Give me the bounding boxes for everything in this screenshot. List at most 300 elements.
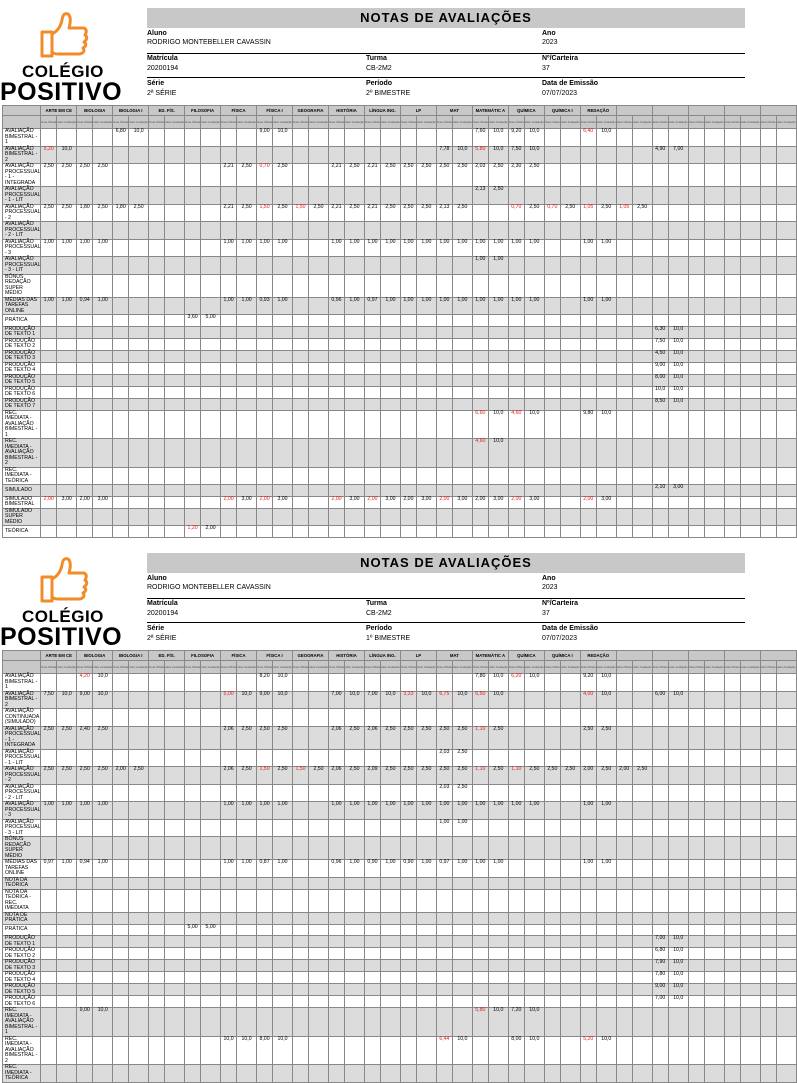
grade-obtained: 2,06 <box>221 767 237 785</box>
grade-empty <box>165 960 185 972</box>
grade-empty <box>436 257 452 275</box>
grade-empty <box>616 467 632 485</box>
grade-value: 2,50 <box>416 726 436 749</box>
grade-obtained: 1,00 <box>41 297 57 315</box>
grade-empty <box>776 784 796 802</box>
grade-empty <box>524 485 544 497</box>
grade-value: 2,50 <box>380 767 400 785</box>
grade-empty <box>77 889 93 912</box>
grade-empty <box>273 398 293 410</box>
grade-empty <box>524 187 544 205</box>
grade-empty <box>293 1036 309 1065</box>
ano-value: 2023 <box>542 39 558 46</box>
grade-empty <box>364 350 380 362</box>
grade-empty <box>508 960 524 972</box>
grade-empty <box>632 691 652 709</box>
grade-empty <box>436 912 452 924</box>
grade-empty <box>452 526 472 538</box>
grade-empty <box>113 222 129 240</box>
grade-obtained: 6,80 <box>113 129 129 147</box>
sub-header-value: Valor Avaliação <box>57 116 77 129</box>
grade-empty <box>452 439 472 468</box>
grade-empty <box>257 709 273 727</box>
grade-empty <box>344 1008 364 1037</box>
grade-empty <box>364 386 380 398</box>
grade-obtained: 1,80 <box>113 204 129 222</box>
grade-empty <box>77 485 93 497</box>
grade-empty <box>257 257 273 275</box>
grade-empty <box>380 222 400 240</box>
grade-empty <box>596 837 616 860</box>
grade-empty <box>221 129 237 147</box>
sub-header-obtained: Nota Obtida <box>41 116 57 129</box>
grade-empty <box>416 924 436 936</box>
grades-table <box>2 105 797 538</box>
grade-empty <box>400 315 416 327</box>
subject-header: GEOGRAFIA <box>293 651 329 661</box>
grade-empty <box>344 784 364 802</box>
grade-empty <box>704 508 724 526</box>
grade-empty <box>704 691 724 709</box>
grade-empty <box>724 350 740 362</box>
grade-empty <box>704 439 724 468</box>
grade-empty <box>544 315 560 327</box>
grade-empty <box>616 129 632 147</box>
grade-empty <box>740 972 760 984</box>
grade-value: 3,00 <box>524 496 544 508</box>
grade-empty <box>293 338 309 350</box>
grade-empty <box>652 860 668 878</box>
grade-empty <box>472 972 488 984</box>
grade-empty <box>380 386 400 398</box>
grade-empty <box>129 837 149 860</box>
grade-obtained: 5,00 <box>221 691 237 709</box>
grade-empty <box>704 297 724 315</box>
grade-value: 10,0 <box>488 410 508 439</box>
grade-empty <box>704 374 724 386</box>
grade-empty <box>632 222 652 240</box>
grade-empty <box>580 819 596 837</box>
grade-empty <box>724 936 740 948</box>
grade-empty <box>560 398 580 410</box>
grade-value: 2,50 <box>524 767 544 785</box>
grade-empty <box>273 972 293 984</box>
grade-empty <box>452 936 472 948</box>
grade-empty <box>149 948 165 960</box>
grade-empty <box>380 485 400 497</box>
grade-empty <box>652 239 668 257</box>
grade-empty <box>524 924 544 936</box>
grade-obtained: 2,50 <box>436 726 452 749</box>
grade-empty <box>257 819 273 837</box>
grade-empty <box>580 709 596 727</box>
grade-obtained: 4,60 <box>508 410 524 439</box>
grade-value: 10,0 <box>273 129 293 147</box>
grade-empty <box>632 936 652 948</box>
grade-obtained: 1,50 <box>257 204 273 222</box>
sub-header-value: Valor Avaliação <box>93 661 113 674</box>
grade-empty <box>740 315 760 327</box>
grade-empty <box>508 315 524 327</box>
grade-empty <box>508 860 524 878</box>
grade-empty <box>472 274 488 297</box>
grade-empty <box>668 819 688 837</box>
grade-empty <box>704 767 724 785</box>
grade-empty <box>616 338 632 350</box>
grade-empty <box>740 1036 760 1065</box>
grade-empty <box>41 315 57 327</box>
grade-empty <box>273 439 293 468</box>
grade-empty <box>400 274 416 297</box>
grade-obtained: 2,50 <box>580 726 596 749</box>
grade-empty <box>221 709 237 727</box>
grade-empty <box>760 386 776 398</box>
grade-empty <box>185 996 201 1008</box>
grade-empty <box>580 784 596 802</box>
grade-empty <box>668 877 688 889</box>
grade-obtained: 0,90 <box>364 860 380 878</box>
grade-empty <box>724 784 740 802</box>
grade-empty <box>165 496 185 508</box>
grade-empty <box>57 984 77 996</box>
grade-empty <box>740 912 760 924</box>
grade-empty <box>776 912 796 924</box>
row-label: SIMULADO SUPER MÉDIO <box>3 508 41 526</box>
grade-empty <box>400 709 416 727</box>
row-label: AVALIAÇÃO BIMESTRAL - 2 <box>3 691 41 709</box>
grade-empty <box>652 802 668 820</box>
grade-obtained: 1,05 <box>580 204 596 222</box>
row-label: AVALIAÇÃO BIMESTRAL - 2 <box>3 146 41 164</box>
row-label: BÔNUS REDAÇÃO SUPER MÉDIO <box>3 837 41 860</box>
grade-empty <box>185 837 201 860</box>
grade-empty <box>616 924 632 936</box>
grade-obtained: 0,97 <box>364 297 380 315</box>
grade-empty <box>724 362 740 374</box>
grade-empty <box>400 936 416 948</box>
grade-empty <box>596 187 616 205</box>
grade-empty <box>452 326 472 338</box>
grade-value: 1,00 <box>488 297 508 315</box>
sub-header-value: Valor Avaliação <box>273 661 293 674</box>
grade-empty <box>704 889 724 912</box>
grade-empty <box>185 709 201 727</box>
grade-obtained: 2,13 <box>436 204 452 222</box>
grade-empty <box>149 1008 165 1037</box>
grade-empty <box>488 362 508 374</box>
grade-value: 2,50 <box>129 767 149 785</box>
grade-empty <box>596 374 616 386</box>
grade-obtained: 1,00 <box>221 239 237 257</box>
grade-empty <box>652 767 668 785</box>
grade-empty <box>293 526 309 538</box>
grade-empty <box>488 972 508 984</box>
grade-empty <box>544 410 560 439</box>
grade-empty <box>508 439 524 468</box>
grade-empty <box>416 1065 436 1083</box>
grade-obtained: 1,00 <box>41 239 57 257</box>
grade-empty <box>724 496 740 508</box>
grade-value: 10,0 <box>596 410 616 439</box>
grade-empty <box>149 837 165 860</box>
grade-empty <box>704 386 724 398</box>
grade-empty <box>185 257 201 275</box>
grade-value: 2,50 <box>344 767 364 785</box>
grade-empty <box>380 819 400 837</box>
grade-obtained: 2,00 <box>580 767 596 785</box>
grade-empty <box>652 726 668 749</box>
grade-empty <box>416 326 436 338</box>
grade-empty <box>364 960 380 972</box>
grade-empty <box>452 257 472 275</box>
sub-header-value: Valor Avaliação <box>452 116 472 129</box>
grade-value: 10,0 <box>273 1036 293 1065</box>
grade-empty <box>616 1008 632 1037</box>
grade-empty <box>344 749 364 767</box>
grade-empty <box>616 1065 632 1083</box>
grade-empty <box>668 164 688 187</box>
grade-empty <box>668 784 688 802</box>
grade-empty <box>776 674 796 692</box>
report-title: NOTAS DE AVALIAÇÕES <box>360 10 532 25</box>
grade-empty <box>237 274 257 297</box>
grade-empty <box>344 350 364 362</box>
subject-header: FILOSOFIA <box>185 106 221 116</box>
grade-empty <box>221 362 237 374</box>
grade-empty <box>201 837 221 860</box>
grade-empty <box>293 749 309 767</box>
grade-obtained: 2,30 <box>508 164 524 187</box>
grade-empty <box>488 819 508 837</box>
grade-value: 2,50 <box>57 767 77 785</box>
grade-empty <box>776 1036 796 1065</box>
grade-empty <box>632 239 652 257</box>
grade-empty <box>760 398 776 410</box>
grade-empty <box>185 912 201 924</box>
thumbs-up-icon <box>32 8 92 60</box>
grade-empty <box>165 398 185 410</box>
grade-empty <box>185 1008 201 1037</box>
grade-value: 1,00 <box>57 239 77 257</box>
grade-empty <box>704 972 724 984</box>
grade-obtained: 1,00 <box>436 819 452 837</box>
grade-obtained: 3,60 <box>185 315 201 327</box>
grade-empty <box>740 164 760 187</box>
grade-empty <box>293 350 309 362</box>
grade-obtained: 0,90 <box>400 860 416 878</box>
grade-empty <box>688 164 704 187</box>
grade-obtained: 2,10 <box>652 485 668 497</box>
matricula-label: Matrícula <box>147 55 178 62</box>
grade-empty <box>380 257 400 275</box>
grade-value: 3,00 <box>273 496 293 508</box>
grade-empty <box>436 467 452 485</box>
grade-empty <box>113 972 129 984</box>
grade-empty <box>560 802 580 820</box>
grade-empty <box>452 508 472 526</box>
grade-empty <box>221 439 237 468</box>
grade-empty <box>129 146 149 164</box>
grade-empty <box>364 187 380 205</box>
grade-empty <box>580 1065 596 1083</box>
grade-empty <box>704 129 724 147</box>
thumbs-up-icon <box>32 553 92 605</box>
grade-empty <box>237 837 257 860</box>
grade-empty <box>149 749 165 767</box>
grade-empty <box>760 960 776 972</box>
grade-empty <box>740 204 760 222</box>
grade-value: 10,0 <box>524 674 544 692</box>
grade-empty <box>760 1065 776 1083</box>
grade-empty <box>149 204 165 222</box>
grade-empty <box>149 315 165 327</box>
grade-empty <box>257 274 273 297</box>
grade-empty <box>77 350 93 362</box>
sub-header-obtained: Nota Obtida <box>329 116 345 129</box>
grade-empty <box>149 350 165 362</box>
grade-empty <box>129 936 149 948</box>
grade-empty <box>129 924 149 936</box>
grade-empty <box>704 912 724 924</box>
grade-empty <box>308 410 328 439</box>
grade-empty <box>41 1008 57 1037</box>
sub-header-value: Valor Avaliação <box>57 661 77 674</box>
grade-empty <box>273 889 293 912</box>
grade-value: 10,0 <box>129 129 149 147</box>
grade-empty <box>293 508 309 526</box>
grade-empty <box>688 146 704 164</box>
grade-empty <box>632 960 652 972</box>
grade-empty <box>41 924 57 936</box>
grade-empty <box>329 819 345 837</box>
grade-empty <box>632 749 652 767</box>
grade-empty <box>237 374 257 386</box>
grade-empty <box>560 508 580 526</box>
grade-empty <box>668 257 688 275</box>
grade-empty <box>760 204 776 222</box>
grade-empty <box>344 709 364 727</box>
grade-empty <box>77 526 93 538</box>
grade-empty <box>704 326 724 338</box>
grade-empty <box>221 889 237 912</box>
grade-obtained: 1,00 <box>400 239 416 257</box>
grade-obtained: 0,70 <box>544 204 560 222</box>
grade-empty <box>760 837 776 860</box>
grade-empty <box>113 819 129 837</box>
grade-empty <box>632 912 652 924</box>
grade-value: 3,00 <box>488 496 508 508</box>
grade-empty <box>524 374 544 386</box>
grade-empty <box>237 485 257 497</box>
grade-empty <box>344 972 364 984</box>
grade-empty <box>688 767 704 785</box>
grade-empty <box>329 877 345 889</box>
grade-empty <box>668 526 688 538</box>
grade-empty <box>724 802 740 820</box>
grade-empty <box>452 485 472 497</box>
grade-value: 2,50 <box>524 164 544 187</box>
grade-empty <box>201 496 221 508</box>
grade-empty <box>149 146 165 164</box>
grade-empty <box>524 936 544 948</box>
grade-empty <box>257 1008 273 1037</box>
grade-empty <box>544 802 560 820</box>
grade-empty <box>344 410 364 439</box>
grade-empty <box>452 877 472 889</box>
grade-empty <box>416 972 436 984</box>
grade-empty <box>508 338 524 350</box>
grade-value: 3,00 <box>57 496 77 508</box>
grade-empty <box>740 326 760 338</box>
grade-empty <box>704 996 724 1008</box>
grade-empty <box>93 508 113 526</box>
grade-empty <box>452 129 472 147</box>
row-label: AVALIAÇÃO PROCESSUAL - 3 <box>3 239 41 257</box>
grade-empty <box>544 1065 560 1083</box>
grade-empty <box>329 1008 345 1037</box>
grade-empty <box>364 326 380 338</box>
grade-empty <box>688 960 704 972</box>
ano-label: Ano <box>542 575 556 582</box>
grade-empty <box>308 297 328 315</box>
grade-empty <box>329 386 345 398</box>
grade-empty <box>329 398 345 410</box>
grade-value: 1,00 <box>93 239 113 257</box>
grade-empty <box>380 709 400 727</box>
grade-empty <box>221 1065 237 1083</box>
grade-empty <box>237 362 257 374</box>
grade-empty <box>596 819 616 837</box>
grade-empty <box>632 297 652 315</box>
grade-obtained: 2,13 <box>472 187 488 205</box>
row-label: REC. IMEDIATA - TEÓRICA <box>3 1065 41 1083</box>
grade-obtained: 2,50 <box>400 204 416 222</box>
grade-empty <box>776 1008 796 1037</box>
row-label: AVALIAÇÃO PROCESSUAL - 1 - LIT <box>3 187 41 205</box>
aluno-label: Aluno <box>147 30 167 37</box>
grade-empty <box>380 960 400 972</box>
grade-empty <box>237 187 257 205</box>
grade-empty <box>416 374 436 386</box>
grade-obtained: 1,50 <box>257 767 273 785</box>
grade-value: 2,50 <box>273 767 293 785</box>
grade-empty <box>41 749 57 767</box>
row-label: NOTA DA TEÓRICA <box>3 877 41 889</box>
row-label: PRODUÇÃO DE TEXTO 3 <box>3 350 41 362</box>
grade-empty <box>760 222 776 240</box>
grade-value: 2,50 <box>273 726 293 749</box>
grade-empty <box>508 936 524 948</box>
grade-empty <box>400 326 416 338</box>
grade-empty <box>257 410 273 439</box>
grade-value: 1,00 <box>452 297 472 315</box>
grade-empty <box>560 1036 580 1065</box>
grade-value: 10,0 <box>596 691 616 709</box>
grade-empty <box>760 984 776 996</box>
grade-empty <box>688 674 704 692</box>
grade-empty <box>329 784 345 802</box>
grade-empty <box>221 315 237 327</box>
grade-empty <box>329 274 345 297</box>
grade-empty <box>724 398 740 410</box>
sub-header-value: Valor Avaliação <box>704 116 724 129</box>
grade-empty <box>77 374 93 386</box>
grade-empty <box>93 257 113 275</box>
grade-empty <box>508 257 524 275</box>
grade-empty <box>329 960 345 972</box>
row-label: SIMULADO <box>3 485 41 497</box>
grade-empty <box>416 1036 436 1065</box>
